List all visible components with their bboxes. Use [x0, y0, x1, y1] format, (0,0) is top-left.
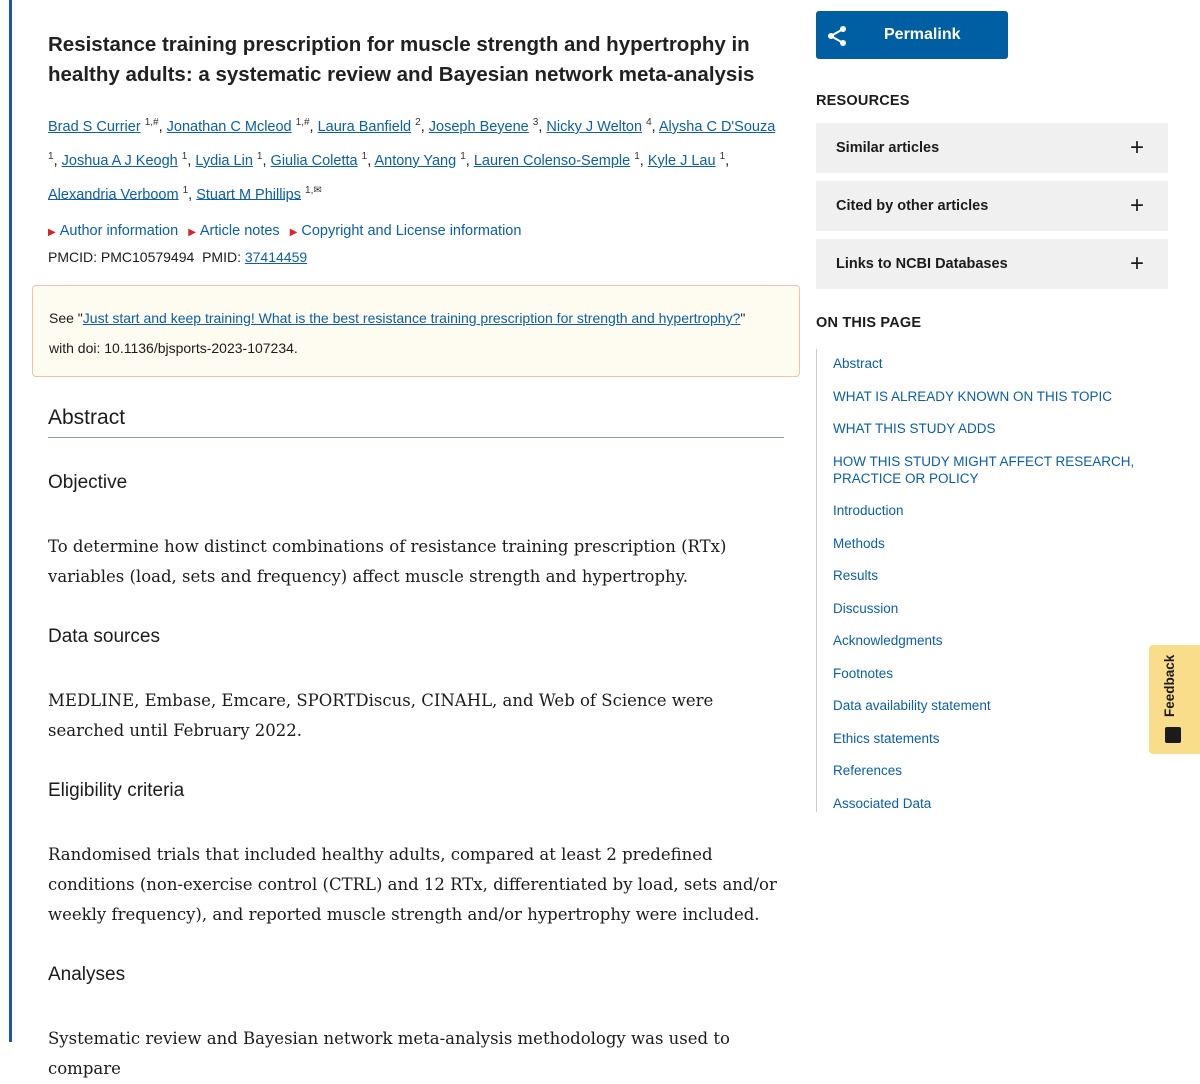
abstract-heading: Abstract — [48, 406, 784, 438]
article-title: Resistance training prescription for muscle strength and hypertrophy in healthy adults: a systematic review and Bayesian network meta-analysis — [48, 33, 755, 86]
toc-item[interactable]: Introduction — [833, 503, 904, 518]
author-link[interactable]: Antony Yang — [374, 152, 457, 169]
author-affiliation: 2 — [415, 117, 421, 128]
author-affiliation: 1 — [182, 184, 189, 196]
note-prefix: See " — [49, 310, 83, 326]
pmid-link[interactable]: 37414459 — [244, 249, 308, 266]
ncbi-links-accordion[interactable] — [816, 239, 1168, 289]
triangle-right-icon: ▶ — [188, 227, 196, 239]
author-affiliation: 1 — [634, 150, 640, 162]
copyright-label: Copyright and License information — [301, 223, 522, 240]
similar-articles-label: Similar articles — [836, 140, 940, 156]
analyses-heading: Analyses — [48, 964, 126, 985]
author-link[interactable]: Lauren Colenso-Semple — [473, 152, 631, 169]
triangle-right-icon: ▶ — [289, 227, 298, 239]
toc-item[interactable]: HOW THIS STUDY MIGHT AFFECT RESEARCH, PRACTICE OR POLICY — [833, 453, 1135, 486]
feedback-icon — [1165, 727, 1181, 743]
triangle-right-icon: ▶ — [48, 227, 56, 239]
toc-item[interactable]: WHAT IS ALREADY KNOWN ON THIS TOPIC — [833, 388, 1113, 404]
author-affiliation: 4 — [646, 117, 652, 128]
author-link[interactable]: Jonathan C Mcleod — [166, 118, 292, 135]
permalink-button[interactable] — [816, 11, 1008, 59]
toc-item[interactable]: Footnotes — [833, 665, 894, 681]
feedback-button[interactable] — [1149, 645, 1200, 754]
copyright-toggle[interactable] — [290, 223, 522, 239]
table-of-contents — [816, 349, 1168, 812]
article-notes-toggle[interactable] — [188, 223, 280, 239]
article-header — [48, 30, 784, 265]
note-suffix: " — [740, 310, 746, 326]
author-affiliation: 3 — [532, 117, 539, 128]
author-affiliation: 1 — [181, 150, 188, 162]
author-link[interactable]: Joseph Beyene — [428, 118, 529, 135]
cited-by-accordion[interactable] — [816, 181, 1168, 231]
author-link[interactable]: Lydia Lin — [195, 152, 253, 169]
pmcid: PMCID: PMC10579494 — [48, 249, 195, 266]
ncbi-links-label: Links to NCBI Databases — [836, 256, 1008, 272]
related-article-note — [32, 285, 800, 377]
author-link[interactable]: Giulia Coletta — [270, 152, 358, 169]
author-link[interactable]: Kyle J Lau — [647, 152, 716, 169]
author-information-label: Author information — [59, 223, 179, 240]
toc-item[interactable]: Abstract — [833, 356, 883, 371]
resources-heading: RESOURCES — [816, 93, 910, 109]
on-this-page-heading: ON THIS PAGE — [816, 315, 922, 331]
plus-icon: + — [1129, 192, 1144, 219]
note-doi: with doi: 10.1136/bjsports-2023-107234. — [49, 340, 298, 356]
toc-item[interactable]: WHAT THIS STUDY ADDS — [833, 421, 996, 436]
sidebar — [816, 11, 1168, 827]
author-affiliation: 1 — [719, 150, 726, 162]
eligibility-text: Randomised trials that included healthy adults, compared at least 2 predefined conditions (non-exercise control (CTRL) and 12 RTx, differentiated by load, sets and/or weekly frequency), and reported muscle strength and/or hypertrophy were included. — [48, 845, 777, 924]
author-affiliation: 1 — [48, 150, 54, 162]
author-link[interactable]: Brad S Currier — [48, 118, 141, 135]
author-link[interactable]: Nicky J Welton — [546, 118, 643, 135]
objective-text: To determine how distinct combinations of resistance training prescription (RTx) variables (load, sets and frequency) affect muscle strength and hypertrophy. — [48, 537, 727, 586]
pmid-label: PMID: — [202, 249, 241, 266]
article-notes-label: Article notes — [199, 223, 280, 240]
similar-articles-accordion[interactable] — [816, 123, 1168, 173]
analyses-text: Systematic review and Bayesian network meta-analysis methodology was used to compare — [48, 1029, 730, 1078]
author-link[interactable]: Laura Banfield — [317, 118, 412, 135]
article-meta-links — [48, 223, 784, 239]
author-list: Brad S Currier $^{1,\#}$, Jonathan C Mcleod $^{1,\#}$, Laura Banfield $^2$, Joseph Beyene $^3$, Nicky J Welton $^4$, Alysha C D'Souza $^1$, Joshua A J Keogh $^1$, Lydia Lin $^1$, Giulia Coletta $^1$, Antony Yang $^1$, Lauren Colenso-Semple $^1$, Kyle J Lau $^1$, Alexandria Verboom $^1$, Stuart M Phillips $^{1,✉}$ — [48, 117, 776, 203]
resources-accordion — [816, 123, 1168, 289]
share-icon — [826, 25, 848, 47]
toc-item[interactable]: Acknowledgments — [833, 633, 943, 648]
toc-item[interactable]: Discussion — [833, 600, 899, 616]
related-article-link[interactable]: Just start and keep training! What is the best resistance training prescription for strength and hypertrophy? — [82, 310, 741, 326]
toc-item[interactable]: Associated Data — [833, 795, 932, 811]
toc-item[interactable]: Ethics statements — [833, 730, 940, 746]
objective-heading: Objective — [48, 472, 128, 493]
left-accent-bar — [9, 0, 12, 1042]
cited-by-label: Cited by other articles — [836, 198, 989, 214]
author-link[interactable]: Joshua A J Keogh — [61, 152, 178, 169]
toc-item[interactable]: Methods — [833, 535, 885, 551]
data-sources-text: MEDLINE, Embase, Emcare, SPORTDiscus, CINAHL, and Web of Science were searched until February 2022. — [48, 691, 714, 740]
article-ids — [48, 249, 784, 265]
toc-item[interactable]: Data availability statement — [833, 698, 991, 713]
author-affiliation: 1 — [361, 150, 368, 162]
data-sources-heading: Data sources — [48, 626, 160, 647]
author-link[interactable]: Stuart M Phillips — [196, 186, 301, 203]
plus-icon: + — [1129, 250, 1144, 277]
toc-item[interactable]: Results — [833, 568, 879, 583]
feedback-label: Feedback — [1162, 654, 1177, 717]
author-affiliation: 1,# — [295, 117, 310, 128]
eligibility-heading: Eligibility criteria — [48, 780, 185, 801]
author-link[interactable]: Alysha C D'Souza — [658, 118, 776, 135]
permalink-label: Permalink — [884, 26, 961, 43]
author-affiliation: 1 — [256, 150, 263, 162]
author-affiliation: 1,✉ — [305, 184, 322, 196]
abstract-section — [48, 406, 784, 1084]
author-affiliation: 1 — [460, 150, 466, 162]
plus-icon: + — [1129, 134, 1144, 161]
author-information-toggle[interactable] — [48, 223, 178, 239]
author-affiliation: 1,# — [144, 117, 159, 128]
author-link[interactable]: Alexandria Verboom — [48, 186, 179, 203]
toc-item[interactable]: References — [833, 763, 903, 778]
